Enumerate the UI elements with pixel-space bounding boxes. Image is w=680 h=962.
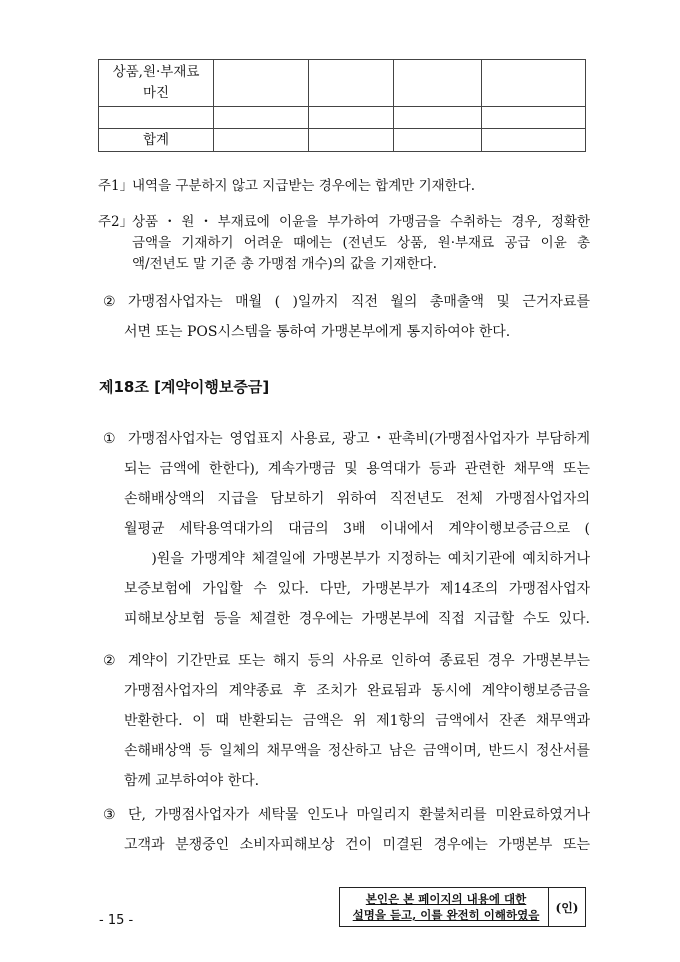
table-cell xyxy=(394,107,482,129)
paragraph-line: 고객과 분쟁중인 소비자피해보상 건이 미결된 경우에는 가맹본부 또는 xyxy=(124,837,590,853)
note-mark: 주1」 xyxy=(98,178,134,194)
table-cell xyxy=(394,129,482,152)
confirmation-text xyxy=(340,888,548,926)
table-cell xyxy=(482,129,586,152)
paragraph-line: 월평균 세탁용역대가의 대금의 3배 이내에서 계약이행보증금으로 ( xyxy=(124,521,590,537)
paragraph-line: 반환한다. 이 때 반환되는 금액은 위 제1항의 금액에서 잔존 채무액과 xyxy=(124,713,590,729)
confirmation-line-1: 본인은 본 페이지의 내용에 대한 xyxy=(365,892,527,906)
confirmation-line-2: 설명을 듣고, 이를 완전히 이해하였음 xyxy=(352,908,540,922)
paragraph-number: ① xyxy=(103,431,116,447)
paragraph-3 xyxy=(98,800,590,860)
table-row xyxy=(99,60,586,107)
paragraph-line: 보증보험에 가입할 수 있다. 다만, 가맹본부가 제14조의 가맹점사업자 xyxy=(124,581,590,597)
paragraph-line: )원을 가맹계약 체결일에 가맹본부가 지정하는 예치기관에 예치하거나 xyxy=(124,551,590,567)
paragraph-line: 가맹점사업자의 계약종료 후 조치가 완료됨과 동시에 계약이행보증금을 xyxy=(124,683,590,699)
table-cell xyxy=(214,107,309,129)
confirmation-box xyxy=(339,887,586,927)
row-label-margin xyxy=(99,60,214,107)
table-cell xyxy=(394,60,482,107)
paragraph-number: ② xyxy=(103,294,116,310)
paragraph-2 xyxy=(98,646,590,796)
article-title: 제18조 [계약이행보증금] xyxy=(99,378,270,396)
paragraph-line: 가맹점사업자는 매월 ( )일까지 직전 월의 총매출액 및 근거자료를 xyxy=(128,294,590,310)
note-line: 액/전년도 말 기준 총 가맹점 개수)의 값을 기재한다. xyxy=(132,256,437,272)
paragraph-line: 가맹점사업자는 영업표지 사용료, 광고・판촉비(가맹점사업자가 부담하게 xyxy=(128,431,590,447)
table-row xyxy=(99,107,586,129)
table-cell xyxy=(482,60,586,107)
table-row xyxy=(99,129,586,152)
page-number: - 15 - xyxy=(99,913,134,928)
table-cell xyxy=(214,60,309,107)
paragraph-2-pre xyxy=(98,287,590,347)
paragraph-line: 손해배상액 등 일체의 채무액을 정산하고 남은 금액이며, 반드시 정산서를 xyxy=(124,743,590,759)
paragraph-line: 단, 가맹점사업자가 세탁물 인도나 마일리지 환불처리를 미완료하였거나 xyxy=(128,807,590,823)
note-text: 내역을 구분하지 않고 지급받는 경우에는 합계만 기재한다. xyxy=(132,178,476,194)
paragraph-line: 피해보상보험 등을 체결한 경우에는 가맹본부에 직접 지급할 수도 있다. xyxy=(124,611,590,627)
row-label-total: 합계 xyxy=(99,129,214,152)
table-cell xyxy=(309,107,394,129)
row-label-margin-text: 상품,원·부재료 마진 xyxy=(112,64,200,101)
fee-table xyxy=(98,59,586,152)
paragraph-number: ② xyxy=(103,653,116,669)
table-cell xyxy=(214,129,309,152)
note-line: 금액을 기재하기 어려운 때에는 (전년도 상품, 원·부재료 공급 이윤 총 xyxy=(132,235,590,251)
table-cell xyxy=(482,107,586,129)
table-cell xyxy=(309,129,394,152)
note-mark: 주2」 xyxy=(98,214,134,230)
paragraph-number: ③ xyxy=(103,807,116,823)
paragraph-line: 되는 금액에 한한다), 계속가맹금 및 용역대가 등과 관련한 채무액 또는 xyxy=(124,461,590,477)
seal-field[interactable]: (인) xyxy=(548,888,585,926)
note-line: 상품・원・부재료에 이윤을 부가하여 가맹금을 수취하는 경우, 정확한 xyxy=(132,214,590,230)
note-1 xyxy=(98,176,590,197)
table-cell xyxy=(309,60,394,107)
note-2 xyxy=(98,212,590,275)
paragraph-line: 계약이 기간만료 또는 해지 등의 사유로 인하여 종료된 경우 가맹본부는 xyxy=(128,653,590,669)
paragraph-line: 함께 교부하여야 한다. xyxy=(124,773,260,789)
paragraph-line: 손해배상액의 지급을 담보하기 위하여 직전년도 전체 가맹점사업자의 xyxy=(124,491,590,507)
paragraph-line: 서면 또는 POS시스템을 통하여 가맹본부에게 통지하여야 한다. xyxy=(124,324,511,340)
row-label-empty xyxy=(99,107,214,129)
paragraph-1 xyxy=(98,424,590,634)
